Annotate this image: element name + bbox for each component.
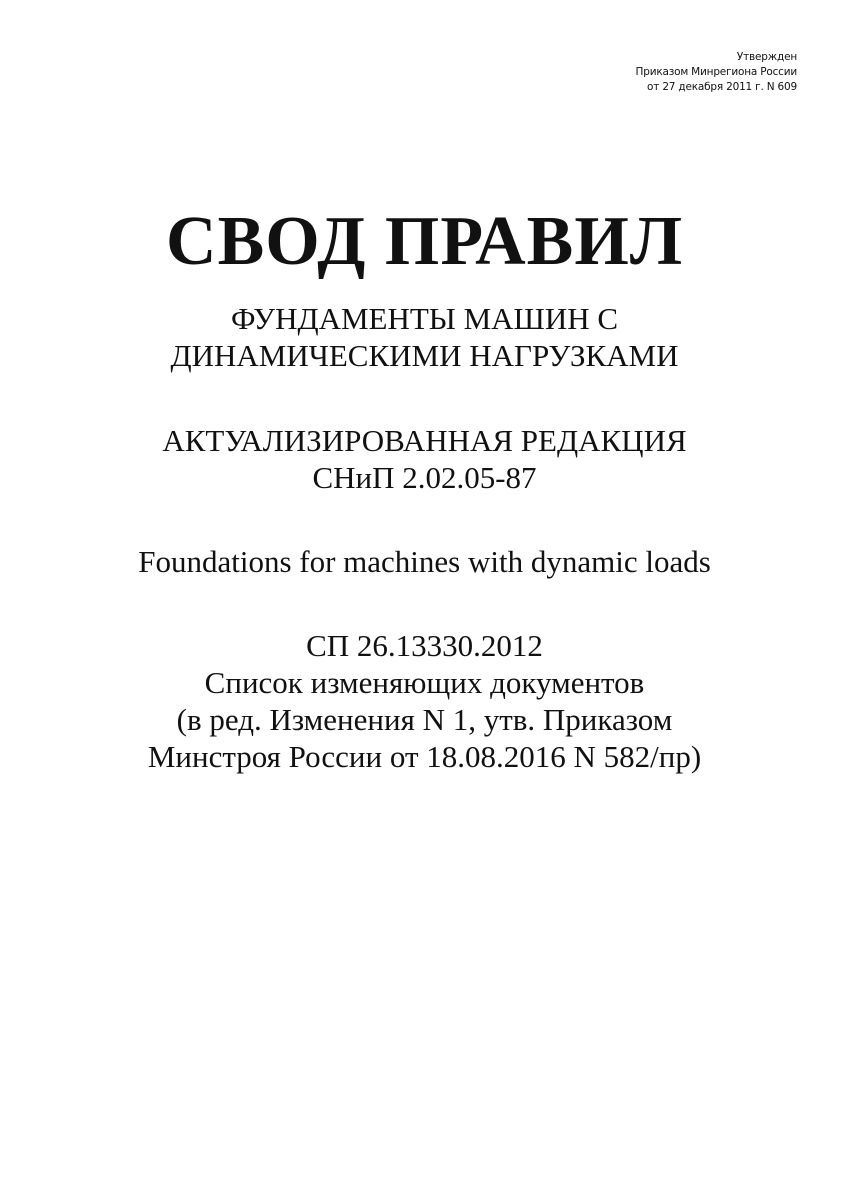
document-code: СП 26.13330.2012	[306, 628, 543, 663]
edition-line-1: АКТУАЛИЗИРОВАННАЯ РЕДАКЦИЯ	[162, 423, 687, 458]
changes-line-1: (в ред. Изменения N 1, утв. Приказом	[176, 702, 673, 737]
subtitle-line-2: ДИНАМИЧЕСКИМИ НАГРУЗКАМИ	[170, 338, 679, 373]
approval-line-1: Утвержден	[736, 51, 797, 63]
changes-heading: Список изменяющих документов	[204, 665, 645, 700]
approval-line-3: от 27 декабря 2011 г. N 609	[647, 81, 797, 93]
document-subtitle	[0, 300, 849, 374]
changes-line-2: Минстроя России от 18.08.2016 N 582/пр)	[147, 739, 702, 774]
document-title: СВОД ПРАВИЛ	[166, 203, 683, 280]
english-title: Foundations for machines with dynamic loads	[138, 544, 711, 579]
code-block	[0, 627, 849, 775]
approval-line-2: Приказом Минрегиона России	[635, 66, 797, 78]
approval-stamp	[636, 50, 797, 95]
edition-block	[0, 422, 849, 496]
subtitle-line-1: ФУНДАМЕНТЫ МАШИН С	[230, 301, 619, 336]
edition-line-2: СНиП 2.02.05-87	[312, 460, 537, 495]
